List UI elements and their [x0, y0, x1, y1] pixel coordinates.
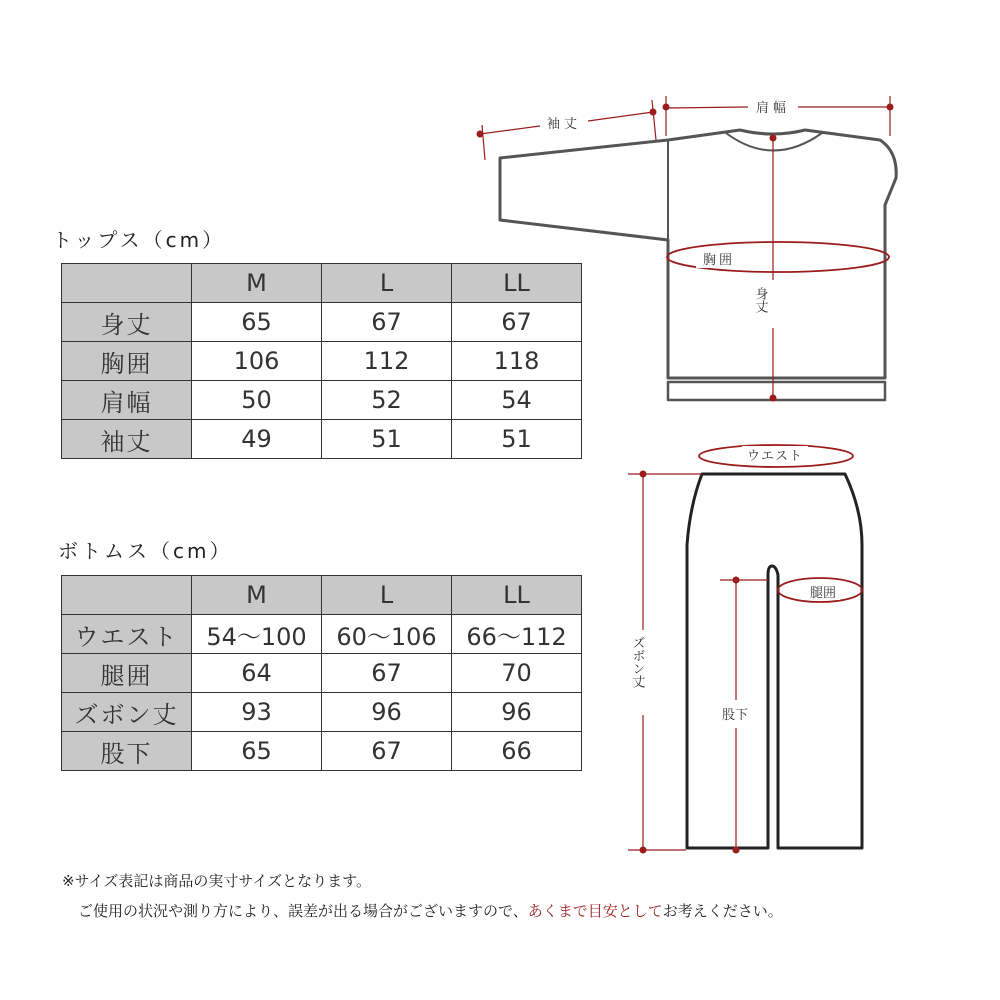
table-cell: 60〜106 — [322, 615, 452, 654]
disclaimer-text-after: お考えください。 — [662, 902, 783, 920]
label-inseam: 股下 — [721, 708, 749, 723]
pants-illustration — [687, 474, 862, 848]
row-header: 腿囲 — [62, 654, 192, 693]
table-cell: 52 — [322, 381, 452, 420]
column-header-ll: LL — [452, 576, 582, 615]
label-sleeve: 袖丈 — [546, 117, 582, 132]
table-cell: 54〜100 — [192, 615, 322, 654]
row-header: 胸囲 — [62, 342, 192, 381]
table-cell: 118 — [452, 342, 582, 381]
row-header: 袖丈 — [62, 420, 192, 459]
table-cell: 51 — [452, 420, 582, 459]
label-thigh: 腿囲 — [809, 586, 837, 601]
row-header: 肩幅 — [62, 381, 192, 420]
table-cell: 51 — [322, 420, 452, 459]
row-header: 身丈 — [62, 303, 192, 342]
table-cell: 96 — [322, 693, 452, 732]
table-cell: 54 — [452, 381, 582, 420]
table-cell: 67 — [322, 654, 452, 693]
bottoms-title: ボトムス（cm） — [58, 539, 233, 563]
table-cell: 49 — [192, 420, 322, 459]
disclaimer-highlight: あくまで目安として — [527, 902, 663, 920]
label-pants-length: ズボン丈 — [629, 636, 645, 688]
label-chest: 胸囲 — [702, 253, 736, 268]
table-cell: 67 — [322, 732, 452, 771]
column-header-l: L — [322, 264, 452, 303]
column-header-m: M — [192, 264, 322, 303]
label-shoulder: 肩幅 — [755, 101, 791, 116]
column-header-m: M — [192, 576, 322, 615]
row-header: ズボン丈 — [62, 693, 192, 732]
column-header-l: L — [322, 576, 452, 615]
measurement-disclaimer — [78, 900, 783, 921]
table-cell: 67 — [322, 303, 452, 342]
label-body-length: 身丈 — [752, 287, 768, 313]
row-header: 股下 — [62, 732, 192, 771]
tops-title: トップス（cm） — [52, 228, 226, 252]
table-cell: 70 — [452, 654, 582, 693]
table-cell: 93 — [192, 693, 322, 732]
table-cell: 65 — [192, 303, 322, 342]
table-cell: 106 — [192, 342, 322, 381]
table-cell: 50 — [192, 381, 322, 420]
table-cell: 65 — [192, 732, 322, 771]
disclaimer-text-before: ご使用の状況や測り方により、誤差が出る場合がございますので、 — [78, 902, 528, 920]
size-note: ※サイズ表記は商品の実寸サイズとなります。 — [62, 872, 371, 890]
column-header-ll: LL — [452, 264, 582, 303]
table-cell: 66〜112 — [452, 615, 582, 654]
row-header: ウエスト — [62, 615, 192, 654]
label-waist: ウエスト — [746, 449, 804, 464]
table-cell: 66 — [452, 732, 582, 771]
table-cell: 64 — [192, 654, 322, 693]
table-cell: 96 — [452, 693, 582, 732]
table-cell: 112 — [322, 342, 452, 381]
diagram-labels — [540, 98, 840, 724]
table-cell: 67 — [452, 303, 582, 342]
